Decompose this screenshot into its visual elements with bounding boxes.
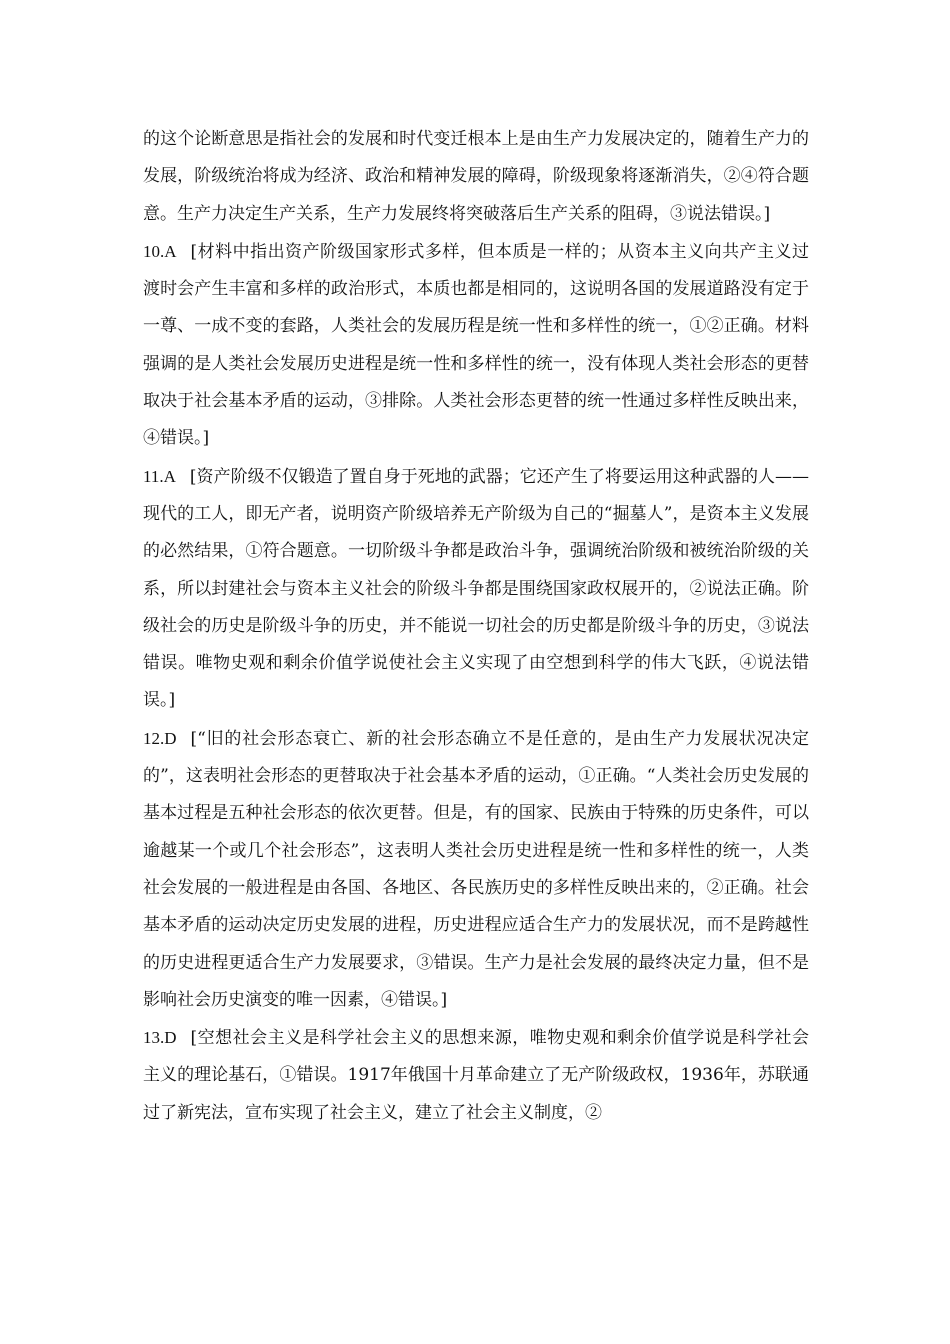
paragraph-text: [“旧的社会形态衰亡、新的社会形态确立不是任意的，是由生产力发展状况决定的”，这表明社会形态的更替取决于社会基本矛盾的运动，①正确。“人类社会历史发展的基本过程是五种社会形态的依次更替。但是，有的国家、民族由于特殊的历史条件，可以逾越某一个或几个社会形态”，这表明人类社会历史进程是统一性和多样性的统一，人类社会发展的一般进程是由各国、各地区、各民族历史的多样性反映出来的，②正确。社会基本矛盾的运动决定历史发展的进程，历史进程应适合生产力的发展状况，而不是跨越性的历史进程更适合生产力发展要求，③错误。生产力是社会发展的最终决定力量，但不是影响社会历史演变的唯一因素，④错误。] <box>143 728 809 1010</box>
question-number: 13.D <box>143 1028 177 1048</box>
paragraph-text: [空想社会主义是科学社会主义的思想来源，唯物史观和剩余价值学说是科学社会主义的理论基石，①错误。1917年俄国十月革命建立了无产阶级政权，1936年，苏联通过了新宪法，宣布实现了社会主义，建立了社会主义制度，② <box>143 1028 809 1123</box>
paragraph-text: 的这个论断意思是指社会的发展和时代变迁根本上是由生产力发展决定的，随着生产力的发展，阶级统治将成为经济、政治和精神发展的障碍，阶级现象将逐渐消失，②④符合题意。生产力决定生产关系，生产力发展终将突破落后生产关系的阻碍，③说法错误。] <box>143 129 809 224</box>
answer-item-10 <box>143 233 809 458</box>
question-number: 10.A <box>143 241 177 261</box>
answer-item-12 <box>143 720 809 1019</box>
question-number: 12.D <box>143 728 177 748</box>
paragraph-continuation <box>143 121 809 233</box>
paragraph-text: [资产阶级不仅锻造了置自身于死地的武器；它还产生了将要运用这种武器的人——现代的工人，即无产者，说明资产阶级培养无产阶级为自己的“掘墓人”，是资本主义发展的必然结果，①符合题意。一切阶级斗争都是政治斗争，强调统治阶级和被统治阶级的关系，所以封建社会与资本主义社会的阶级斗争都是围绕国家政权展开的，②说法正确。阶级社会的历史是阶级斗争的历史，并不能说一切社会的历史都是阶级斗争的历史，③说法错误。唯物史观和剩余价值学说使社会主义实现了由空想到科学的伟大飞跃，④说法错误。] <box>143 466 809 711</box>
question-number: 11.A <box>143 466 176 486</box>
answer-item-13 <box>143 1019 809 1132</box>
answer-explanations <box>143 121 809 1132</box>
answer-item-11 <box>143 458 809 720</box>
paragraph-text: [材料中指出资产阶级国家形式多样，但本质是一样的；从资本主义向共产主义过渡时会产生丰富和多样的政治形式，本质也都是相同的，这说明各国的发展道路没有定于一尊、一成不变的套路，人类社会的发展历程是统一性和多样性的统一，①②正确。材料强调的是人类社会发展历史进程是统一性和多样性的统一，没有体现人类社会形态的更替取决于社会基本矛盾的运动，③排除。人类社会形态更替的统一性通过多样性反映出来，④错误。] <box>143 241 809 449</box>
